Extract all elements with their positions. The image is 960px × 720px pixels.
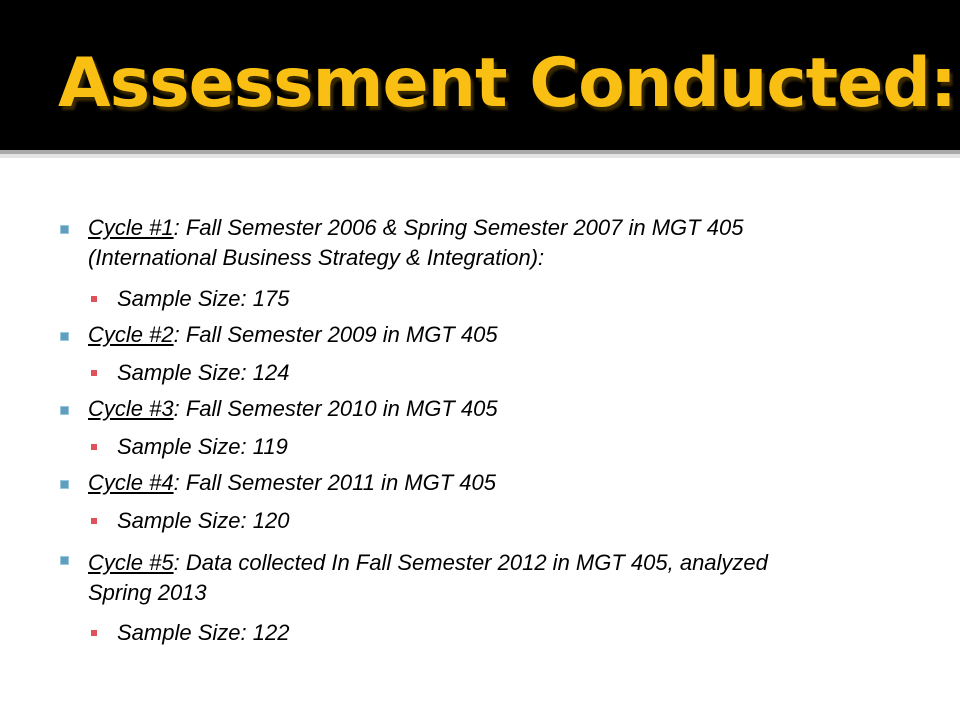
sample-size-3: Sample Size: 119 (117, 434, 288, 459)
bullet-cycle-1 (88, 213, 960, 273)
cycle-label: Cycle #5 (88, 550, 174, 575)
bullet-cycle-3 (88, 394, 960, 424)
square-bullet-icon (60, 556, 69, 565)
sample-size-1: Sample Size: 175 (117, 286, 290, 311)
square-bullet-icon (60, 225, 69, 234)
cycle-text: : Fall Semester 2006 & Spring Semester 2007 in MGT 405 (173, 215, 744, 240)
cycle-text: : Fall Semester 2011 in MGT 405 (173, 470, 496, 495)
cycle-text-continued: Spring 2013 (88, 580, 207, 605)
cycle-label: Cycle #1 (88, 215, 174, 240)
bullet-cycle-4 (88, 468, 960, 498)
cycle-label: Cycle #4 (88, 470, 174, 495)
square-bullet-icon (60, 480, 69, 489)
cycle-text-continued: (International Business Strategy & Integration): (88, 245, 545, 270)
square-bullet-icon (60, 332, 69, 341)
cycle-text: : Data collected In Fall Semester 2012 in MGT 405, analyzed (173, 550, 768, 575)
cycle-text: : Fall Semester 2010 in MGT 405 (173, 396, 498, 421)
bullet-cycle-5 (88, 548, 960, 608)
sample-size-5: Sample Size: 122 (117, 620, 290, 645)
small-square-bullet-icon (91, 370, 97, 376)
slide-title: Assessment Conducted: (58, 44, 957, 123)
square-bullet-icon (60, 406, 69, 415)
cycle-text: : Fall Semester 2009 in MGT 405 (173, 322, 498, 347)
bullet-cycle-2 (88, 320, 960, 350)
small-square-bullet-icon (91, 518, 97, 524)
sample-size-4: Sample Size: 120 (117, 508, 290, 533)
small-square-bullet-icon (91, 630, 97, 636)
small-square-bullet-icon (91, 444, 97, 450)
sample-size-2: Sample Size: 124 (117, 360, 290, 385)
cycle-label: Cycle #2 (88, 322, 174, 347)
cycle-label: Cycle #3 (88, 396, 174, 421)
small-square-bullet-icon (91, 296, 97, 302)
